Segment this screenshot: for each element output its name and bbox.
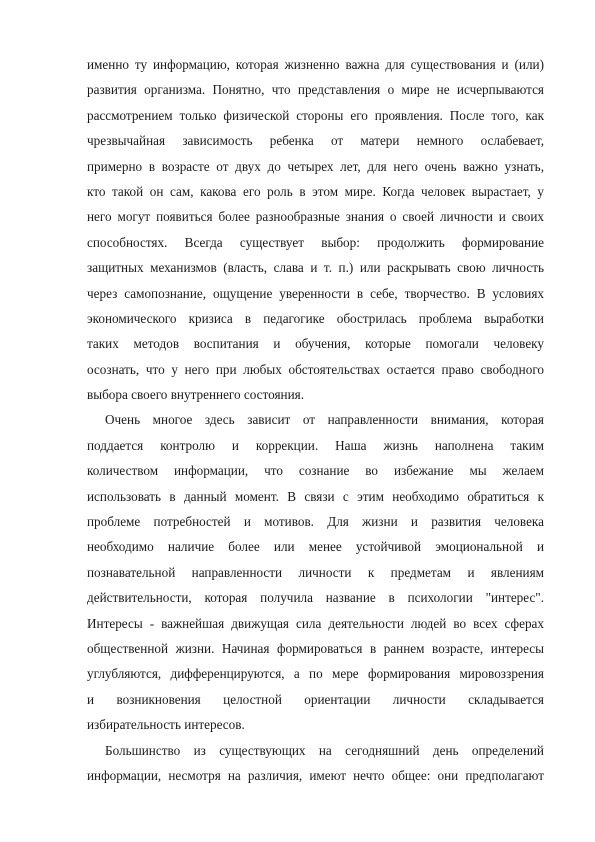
text-line: Очень многое здесь зависит от направленности внимания, которая — [105, 412, 544, 428]
text-line: рассмотрением только физической стороны его проявления. После того, как — [87, 107, 544, 123]
text-line: кто такой он сам, какова его роль в этом мире. Когда человек вырастает, у — [87, 183, 544, 199]
text-line: примерно в возрасте от двух до четырех лет, для него очень важно узнать, — [87, 158, 544, 174]
text-line: таких методов воспитания и обучения, которые помогали человеку — [87, 336, 544, 352]
text-line: поддается контролю и коррекции. Наша жизнь наполнена таким — [87, 437, 544, 453]
text-line: использовать в данный момент. В связи с этим необходимо обратиться к — [87, 488, 544, 504]
text-line: познавательной направленности личности к предметам и явлениям — [87, 564, 544, 580]
text-line: Интересы - важнейшая движущая сила деятельности людей во всех сферах — [87, 615, 544, 631]
text-line: Большинство из существующих на сегодняшний день определений — [105, 742, 544, 758]
body-text — [87, 52, 544, 788]
text-line: необходимо наличие более или менее устойчивой эмоциональной и — [87, 539, 544, 555]
text-line: избирательность интересов. — [87, 717, 245, 733]
text-line: осознать, что у него при любых обстоятельствах остается право свободного — [87, 361, 544, 377]
text-line: экономического кризиса в педагогике обострилась проблема выработки — [87, 310, 544, 326]
text-line: защитных механизмов (власть, слава и т. п.) или раскрывать свою личность — [87, 260, 544, 276]
text-line: развития организма. Понятно, что представления о мире не исчерпываются — [87, 82, 544, 98]
text-line: общественной жизни. Начиная формироваться в раннем возрасте, интересы — [87, 640, 544, 656]
text-line: выбора своего внутреннего состояния. — [87, 387, 304, 403]
text-line: него могут появиться более разнообразные знания о своей личности и своих — [87, 209, 544, 225]
text-line: действительности, которая получила название в психологии "интерес". — [87, 590, 544, 606]
text-line: через самопознание, ощущение уверенности в себе, творчество. В условиях — [87, 285, 544, 301]
text-line: углубляются, дифференцируются, а по мере формирования мировоззрения — [87, 666, 544, 682]
text-line: и возникновения целостной ориентации личности складывается — [87, 691, 544, 707]
text-line: проблеме потребностей и мотивов. Для жизни и развития человека — [87, 514, 544, 530]
text-line: информации, несмотря на различия, имеют нечто общее: они предполагают — [87, 767, 544, 783]
text-line: именно ту информацию, которая жизненно важна для существования и (или) — [87, 57, 544, 72]
text-line: чрезвычайная зависимость ребенка от матери немного ослабевает, — [87, 133, 544, 149]
text-line: способностях. Всегда существует выбор: продолжить формирование — [87, 234, 544, 250]
text-line: количеством информации, что сознание во избежание мы желаем — [87, 463, 544, 479]
